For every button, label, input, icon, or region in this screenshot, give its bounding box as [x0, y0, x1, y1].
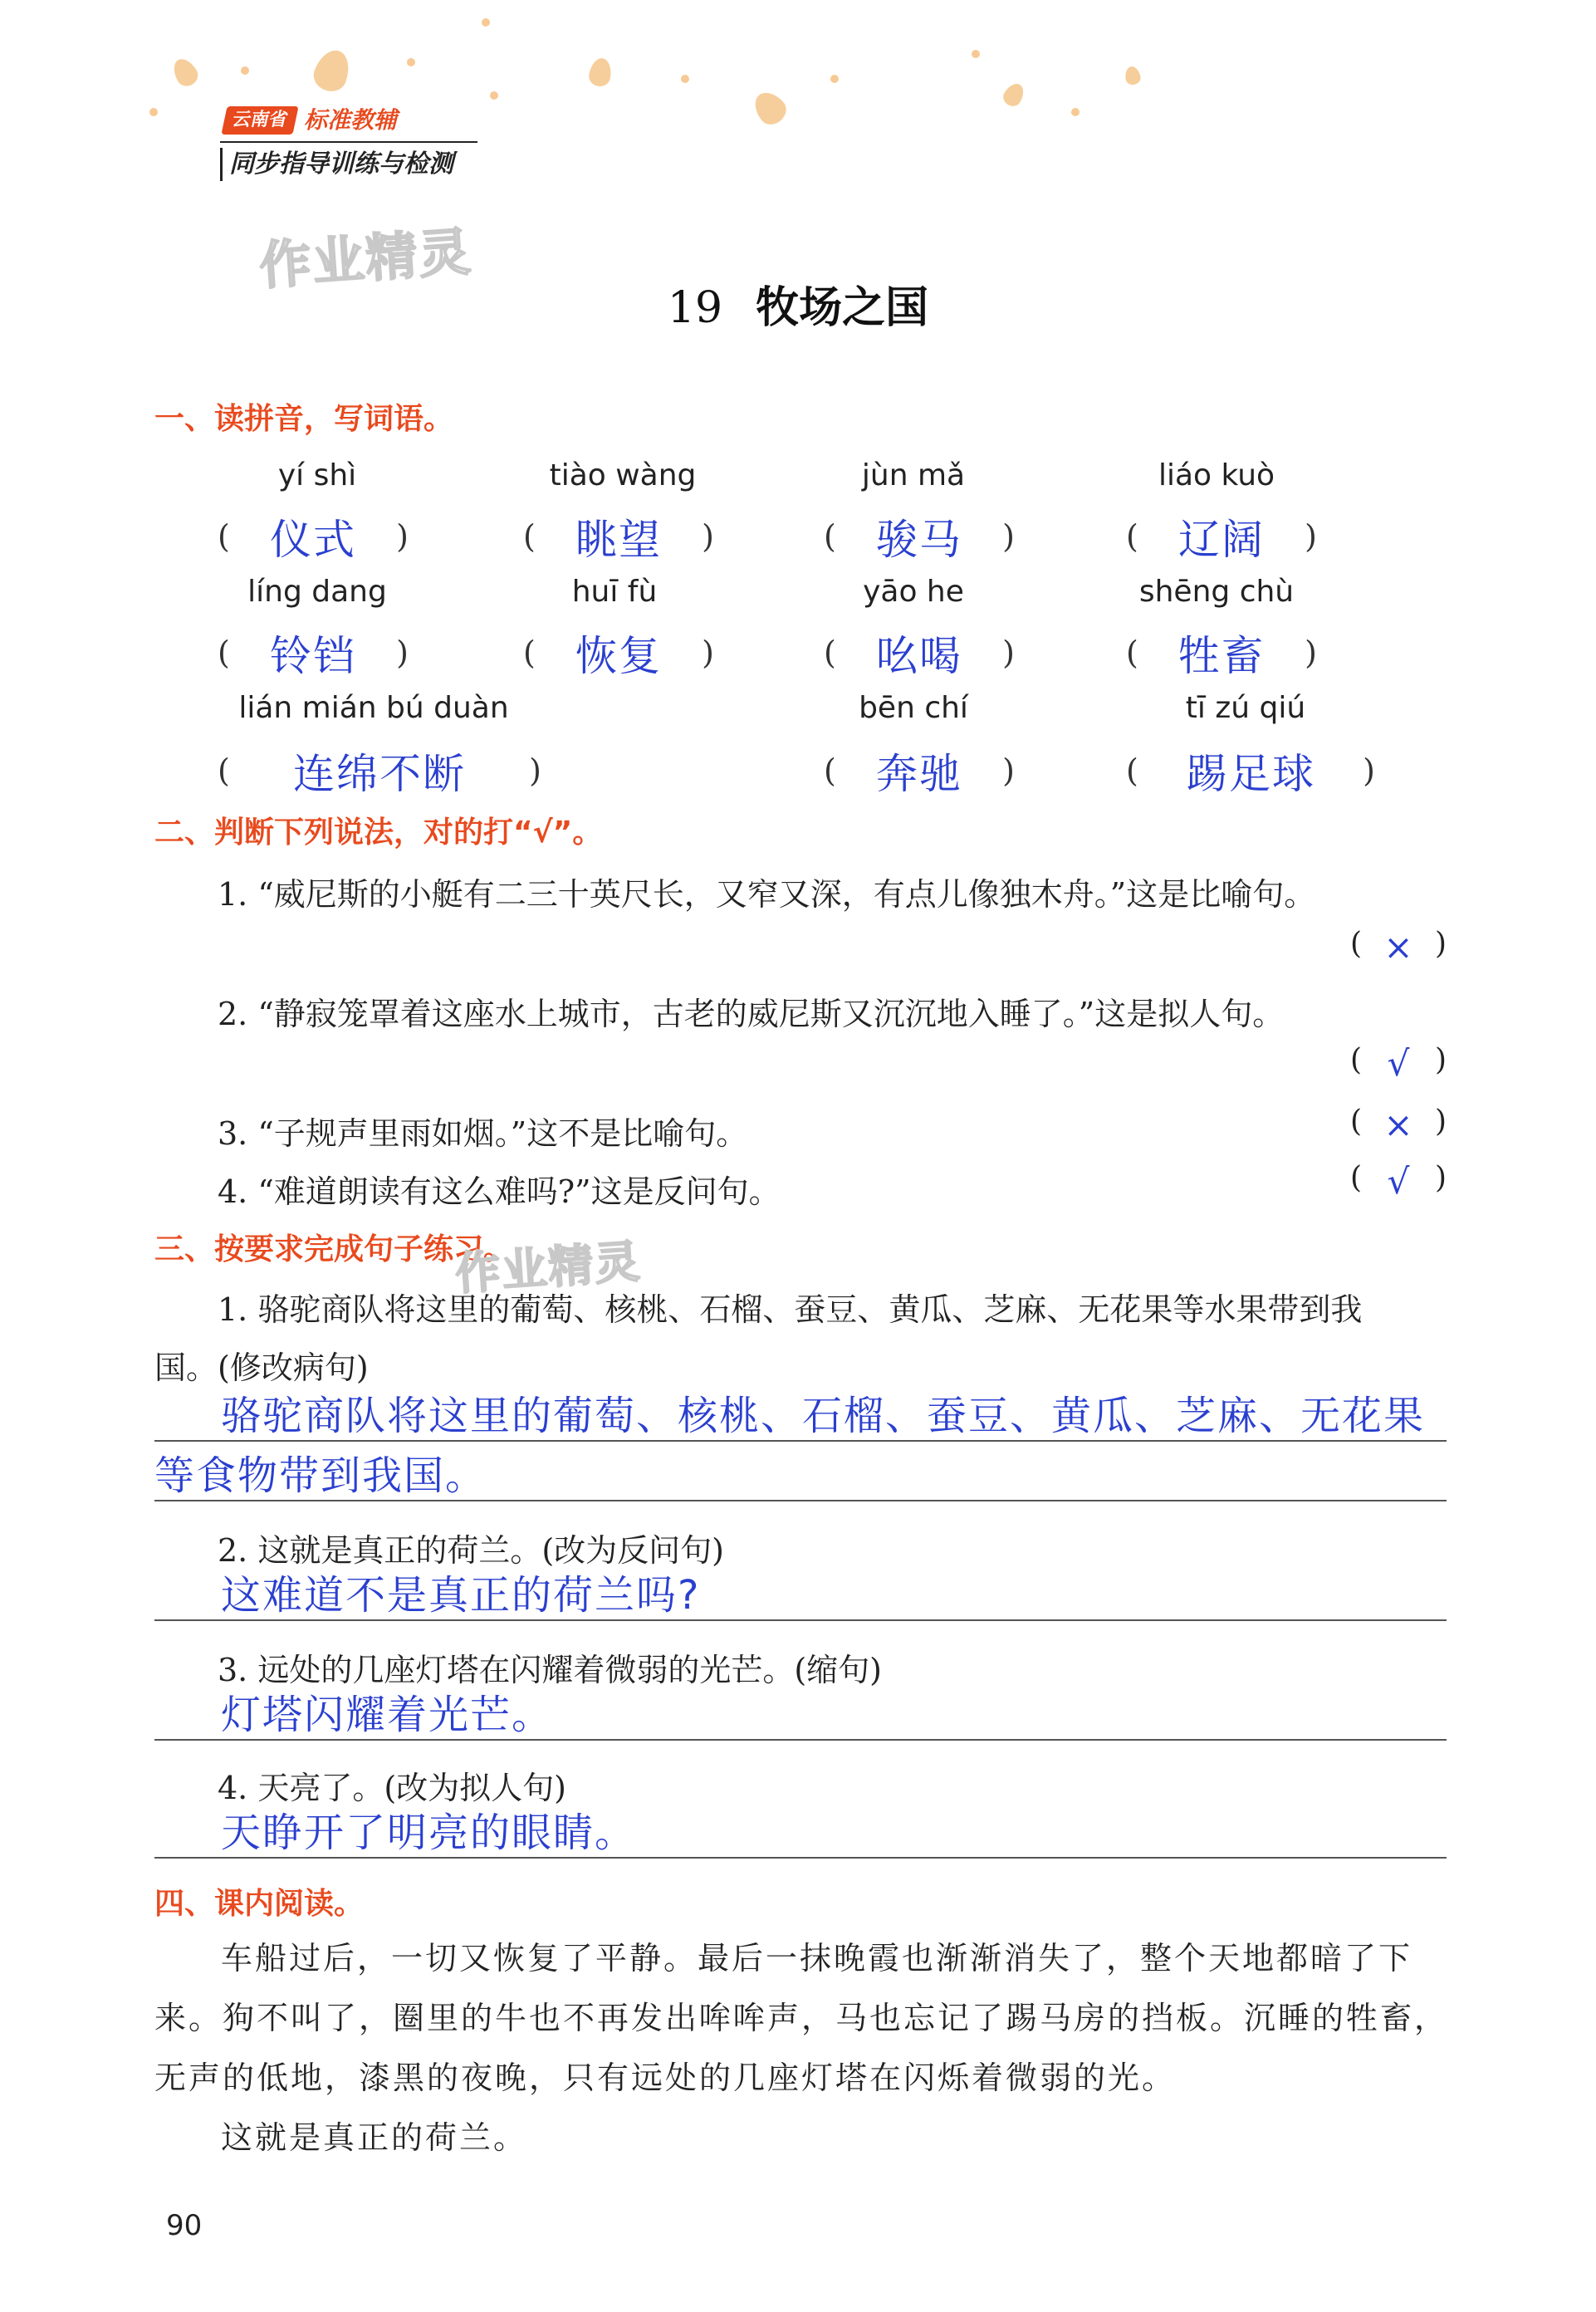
answer-box: ( 辽阔 ) — [1126, 507, 1317, 566]
handwritten-answer: 天睁开了明亮的眼睛。 — [221, 1810, 637, 1856]
watermark: 作业精灵 — [257, 221, 474, 296]
section-heading-4: 四、课内阅读。 — [154, 1887, 365, 1921]
pinyin: liáo kuò — [1158, 458, 1275, 492]
answer-word: 仪式 — [270, 516, 356, 564]
answer-mark: × — [1383, 927, 1413, 967]
answer-mark: √ — [1387, 1043, 1410, 1084]
answer-line — [154, 1857, 1447, 1859]
answer-word: 辽阔 — [1178, 516, 1265, 564]
answer-word: 恢复 — [575, 632, 662, 680]
pinyin: líng dang — [247, 575, 387, 609]
answer-mark: × — [1383, 1105, 1413, 1145]
question-text: 3. 远处的几座灯塔在闪耀着微弱的光芒。(缩句) — [218, 1652, 882, 1688]
brand-logo — [224, 106, 448, 141]
handwritten-answer: 骆驼商队将这里的葡萄、核桃、石榴、蚕豆、黄瓜、芝麻、无花果 — [221, 1393, 1426, 1439]
judgement-mark: ( × ) — [1350, 927, 1447, 967]
answer-box: ( 踢足球 ) — [1126, 741, 1375, 801]
answer-word: 连绵不断 — [293, 750, 466, 798]
pinyin: tiào wàng — [549, 458, 697, 492]
answer-line — [154, 1739, 1447, 1741]
series-title: 同步指导训练与检测 — [220, 148, 453, 181]
answer-box: ( 眺望 ) — [523, 507, 714, 566]
judgement-item: 1. “威尼斯的小艇有二三十英尺长，又窄又深，有点儿像独木舟。”这是比喻句。 — [218, 876, 1316, 913]
pinyin: huī fù — [571, 575, 658, 609]
answer-mark: √ — [1387, 1161, 1410, 1202]
answer-word: 骏马 — [876, 516, 962, 564]
lesson-title — [0, 272, 1596, 335]
pinyin: jùn mǎ — [861, 458, 966, 492]
header-divider — [220, 141, 477, 143]
answer-box: ( 恢复 ) — [523, 623, 714, 683]
question-text: 4. 天亮了。(改为拟人句) — [218, 1770, 566, 1806]
section-heading-2: 二、判断下列说法，对的打“√”。 — [154, 816, 603, 850]
answer-box: ( 奔驰 ) — [824, 741, 1015, 801]
handwritten-answer: 等食物带到我国。 — [154, 1452, 487, 1499]
reading-passage: 车船过后，一切又恢复了平静。最后一抹晚霞也渐渐消失了，整个天地都暗了下来。狗不叫了，圈里的牛也不再发出哞哞声，马也忘记了踢马房的挡板。沉睡的牲畜，无声的低地，漆黑的夜晚，只有远处的几座灯塔在闪烁着微弱的光。 — [154, 1940, 1449, 2096]
watermark: 作业精灵 — [453, 1235, 644, 1300]
answer-line — [154, 1619, 1447, 1621]
judgement-item: 4. “难道朗读有这么难吗?”这是反问句。 — [218, 1173, 781, 1210]
brand-tag: 云南省 — [221, 106, 298, 135]
answer-word: 奔驰 — [876, 750, 962, 798]
brand-name: 标准教辅 — [304, 106, 398, 134]
pinyin: yāo he — [863, 575, 964, 609]
pinyin: bēn chí — [859, 691, 968, 725]
judgement-mark: ( × ) — [1350, 1105, 1447, 1145]
handwritten-answer: 这难道不是真正的荷兰吗? — [221, 1572, 701, 1619]
handwritten-answer: 灯塔闪耀着光芒。 — [221, 1692, 554, 1738]
answer-word: 吆喝 — [876, 632, 962, 680]
lesson-name: 牧场之国 — [756, 283, 929, 333]
answer-word: 牲畜 — [1178, 632, 1265, 680]
question-text: 国。(修改病句) — [154, 1349, 369, 1386]
reading-passage-end: 这就是真正的荷兰。 — [221, 2119, 528, 2156]
judgement-item: 3. “子规声里雨如烟。”这不是比喻句。 — [218, 1115, 748, 1152]
page-number: 90 — [166, 2209, 203, 2242]
pinyin: lián mián bú duàn — [238, 691, 509, 725]
answer-word: 眺望 — [575, 516, 662, 564]
answer-box: ( 吆喝 ) — [824, 623, 1015, 683]
answer-line — [154, 1500, 1447, 1501]
pinyin: shēng chù — [1138, 575, 1295, 609]
section-heading-3: 三、按要求完成句子练习。 — [154, 1232, 514, 1266]
judgement-mark: ( √ ) — [1350, 1043, 1447, 1084]
answer-word: 铃铛 — [270, 632, 356, 680]
lesson-number: 19 — [667, 283, 723, 333]
judgement-item: 2. “静寂笼罩着这座水上城市，古老的威尼斯又沉沉地入睡了。”这是拟人句。 — [218, 996, 1285, 1032]
answer-box: ( 仪式 ) — [218, 507, 409, 566]
question-text: 1. 骆驼商队将这里的葡萄、核桃、石榴、蚕豆、黄瓜、芝麻、无花果等水果带到我 — [218, 1291, 1363, 1328]
answer-word: 踢足球 — [1186, 750, 1315, 798]
answer-box: ( 骏马 ) — [824, 507, 1015, 566]
pinyin: tī zú qiú — [1185, 691, 1306, 725]
question-text: 2. 这就是真正的荷兰。(改为反问句) — [218, 1532, 724, 1569]
answer-box: ( 铃铛 ) — [218, 623, 409, 683]
answer-box: ( 牲畜 ) — [1126, 623, 1317, 683]
answer-box: ( 连绵不断 ) — [218, 741, 541, 801]
pinyin: yí shì — [277, 458, 357, 492]
judgement-mark: ( √ ) — [1350, 1161, 1447, 1202]
answer-line — [154, 1440, 1447, 1442]
section-heading-1: 一、读拼音，写词语。 — [154, 402, 454, 436]
